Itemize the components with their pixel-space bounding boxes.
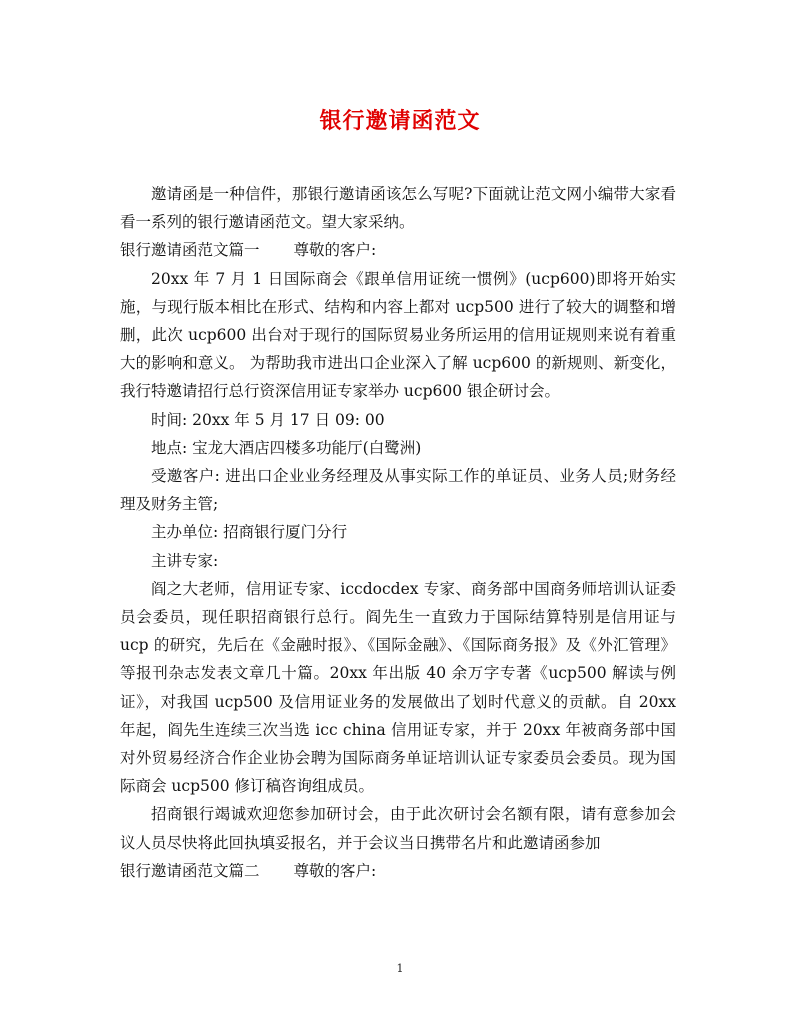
section-2-salutation: 尊敬的客户:	[293, 861, 377, 880]
section-1-salutation: 尊敬的客户:	[293, 241, 377, 260]
event-invitees: 受邀客户: 进出口企业业务经理及从事实际工作的单证员、业务人员;财务经理及财务主管;	[120, 467, 676, 514]
event-location: 地点: 宝龙大酒店四楼多功能厅(白鹭洲)	[151, 438, 422, 457]
page-number: 1	[396, 962, 404, 975]
section-2-heading-line	[120, 857, 676, 885]
intro-paragraph: 邀请函是一种信件，那银行邀请函该怎么写呢?下面就让范文网小编带大家看看一系列的银行邀请函范文。望大家采纳。	[120, 185, 676, 232]
event-organizer: 主办单位: 招商银行厦门分行	[151, 523, 348, 542]
section-1-body-paragraph: 20xx 年 7 月 1 日国际商会《跟单信用证统一惯例》(ucp600)即将开始实施，与现行版本相比在形式、结构和内容上都对 ucp500 进行了较大的调整和增删，此次 ucp600 出台对于现行的国际贸易业务所运用的信用证规则来说有着重大的影响和意义。 为帮助我市进出口企业深入了解 ucp600 的新规则、新变化，我行特邀请招行总行资深信用证专家举办 ucp600 银企研讨会。	[120, 269, 676, 401]
section-1-heading-line	[120, 236, 676, 264]
closing-paragraph: 招商银行竭诚欢迎您参加研讨会，由于此次研讨会名额有限，请有意参加会议人员尽快将此回执填妥报名，并于会议当日携带名片和此邀请函参加	[120, 805, 676, 852]
speaker-label: 主讲专家:	[151, 551, 219, 570]
section-2-heading: 银行邀请函范文篇二	[120, 861, 260, 880]
section-1-heading: 银行邀请函范文篇一	[120, 241, 260, 260]
document-body	[120, 180, 676, 885]
page-title: 银行邀请函范文	[319, 108, 481, 134]
speaker-bio: 阎之大老师，信用证专家、iccdocdex 专家、商务部中国商务师培训认证委员会委员，现任职招商银行总行。阎先生一直致力于国际结算特别是信用证与 ucp 的研究，先后在《金融时报》、《国际金融》、《国际商务报》及《外汇管理》等报刊杂志发表文章几十篇。20xx 年出版 40 余万字专著《ucp500 解读与例证》，对我国 ucp500 及信用证业务的发展做出了划时代意义的贡献。自 20xx 年起，阎先生连续三次当选 icc china 信用证专家，并于 20xx 年被商务部中国对外贸易经济合作企业协会聘为国际商务单证培训认证专家委员会委员。现为国际商会 ucp500 修订稿咨询组成员。	[120, 579, 676, 796]
event-time: 时间: 20xx 年 5 月 17 日 09: 00	[151, 410, 385, 429]
